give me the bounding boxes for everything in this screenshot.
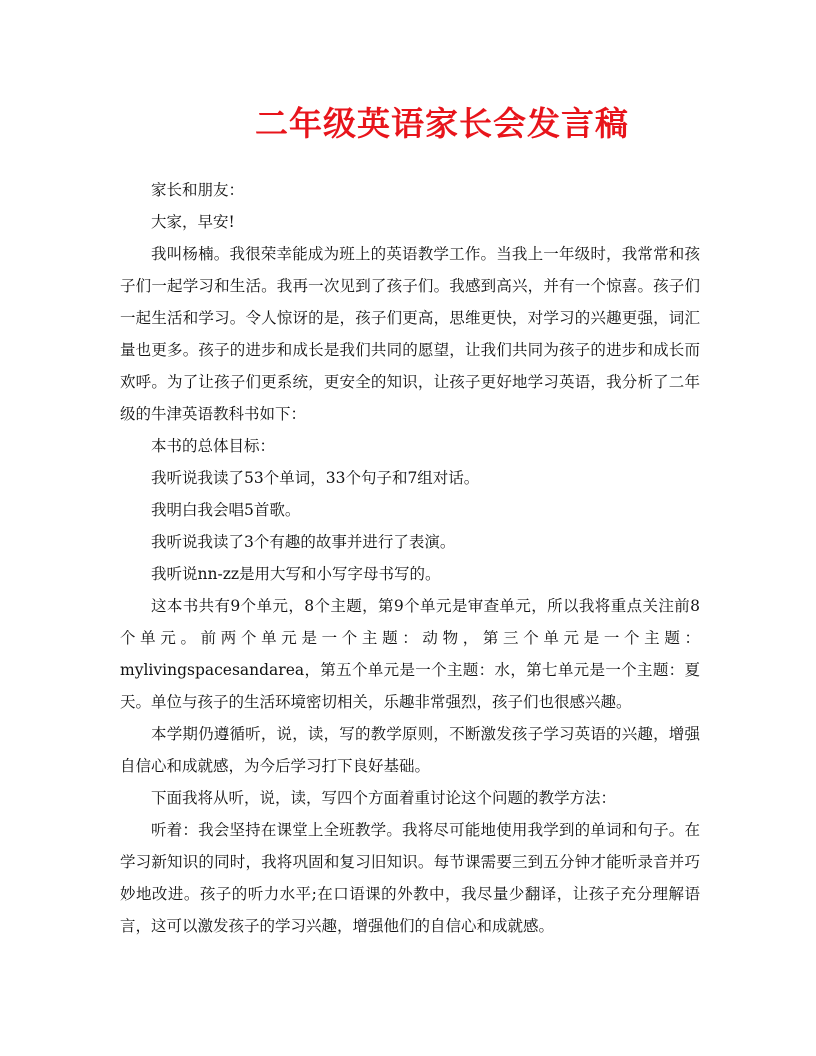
paragraph-goal-2: 我明白我会唱5首歌。 [151,501,301,519]
salutation: 家长和朋友： [151,181,245,199]
paragraph-intro: 我叫杨楠。我很荣幸能成为班上的英语教学工作。当我上一年级时，我常常和孩子们一起学习和生活。我再一次见到了孩子们。我感到高兴，并有一个惊喜。孩子们一起生活和学习。令人惊讶的是，孩子们更高，思维更快，对学习的兴趣更强，词汇量也更多。孩子的进步和成长是我们共同的愿望，让我们共同为孩子的进步和成长而欢呼。为了让孩子们更系统，更安全的知识，让孩子更好地学习英语，我分析了二年级的牛津英语教科书如下： [120,245,700,423]
document-body [120,174,700,942]
paragraph-goal-1: 我听说我读了53个单词，33个句子和7组对话。 [151,469,480,487]
paragraph-methods-intro: 下面我将从听，说，读，写四个方面着重讨论这个问题的教学方法： [151,789,617,807]
paragraph-goals-heading: 本书的总体目标： [151,437,276,455]
greeting: 大家，早安! [151,213,235,231]
document-title: 二年级英语家长会发言稿 [255,104,629,143]
paragraph-units: 这本书共有9个单元，8个主题，第9个单元是审查单元，所以我将重点关注前8个单元。前两个单元是一个主题：动物，第三个单元是一个主题：mylivingspacesandarea，第五个单元是一个主题：水，第七单元是一个主题：夏天。单位与孩子的生活环境密切相关，乐趣非常强烈，孩子们也很感兴趣。 [120,597,700,711]
paragraph-principles: 本学期仍遵循听，说，读，写的教学原则，不断激发孩子学习英语的兴趣，增强自信心和成就感，为今后学习打下良好基础。 [120,725,700,775]
paragraph-goal-4: 我听说nn-zz是用大写和小写字母书写的。 [151,565,441,583]
paragraph-listening: 听着：我会坚持在课堂上全班教学。我将尽可能地使用我学到的单词和句子。在学习新知识的同时，我将巩固和复习旧知识。每节课需要三到五分钟才能听录音并巧妙地改进。孩子的听力水平;在口语课的外教中，我尽量少翻译，让孩子充分理解语言，这可以激发孩子的学习兴趣，增强他们的自信心和成就感。 [120,821,700,935]
paragraph-goal-3: 我听说我读了3个有趣的故事并进行了表演。 [151,533,456,551]
